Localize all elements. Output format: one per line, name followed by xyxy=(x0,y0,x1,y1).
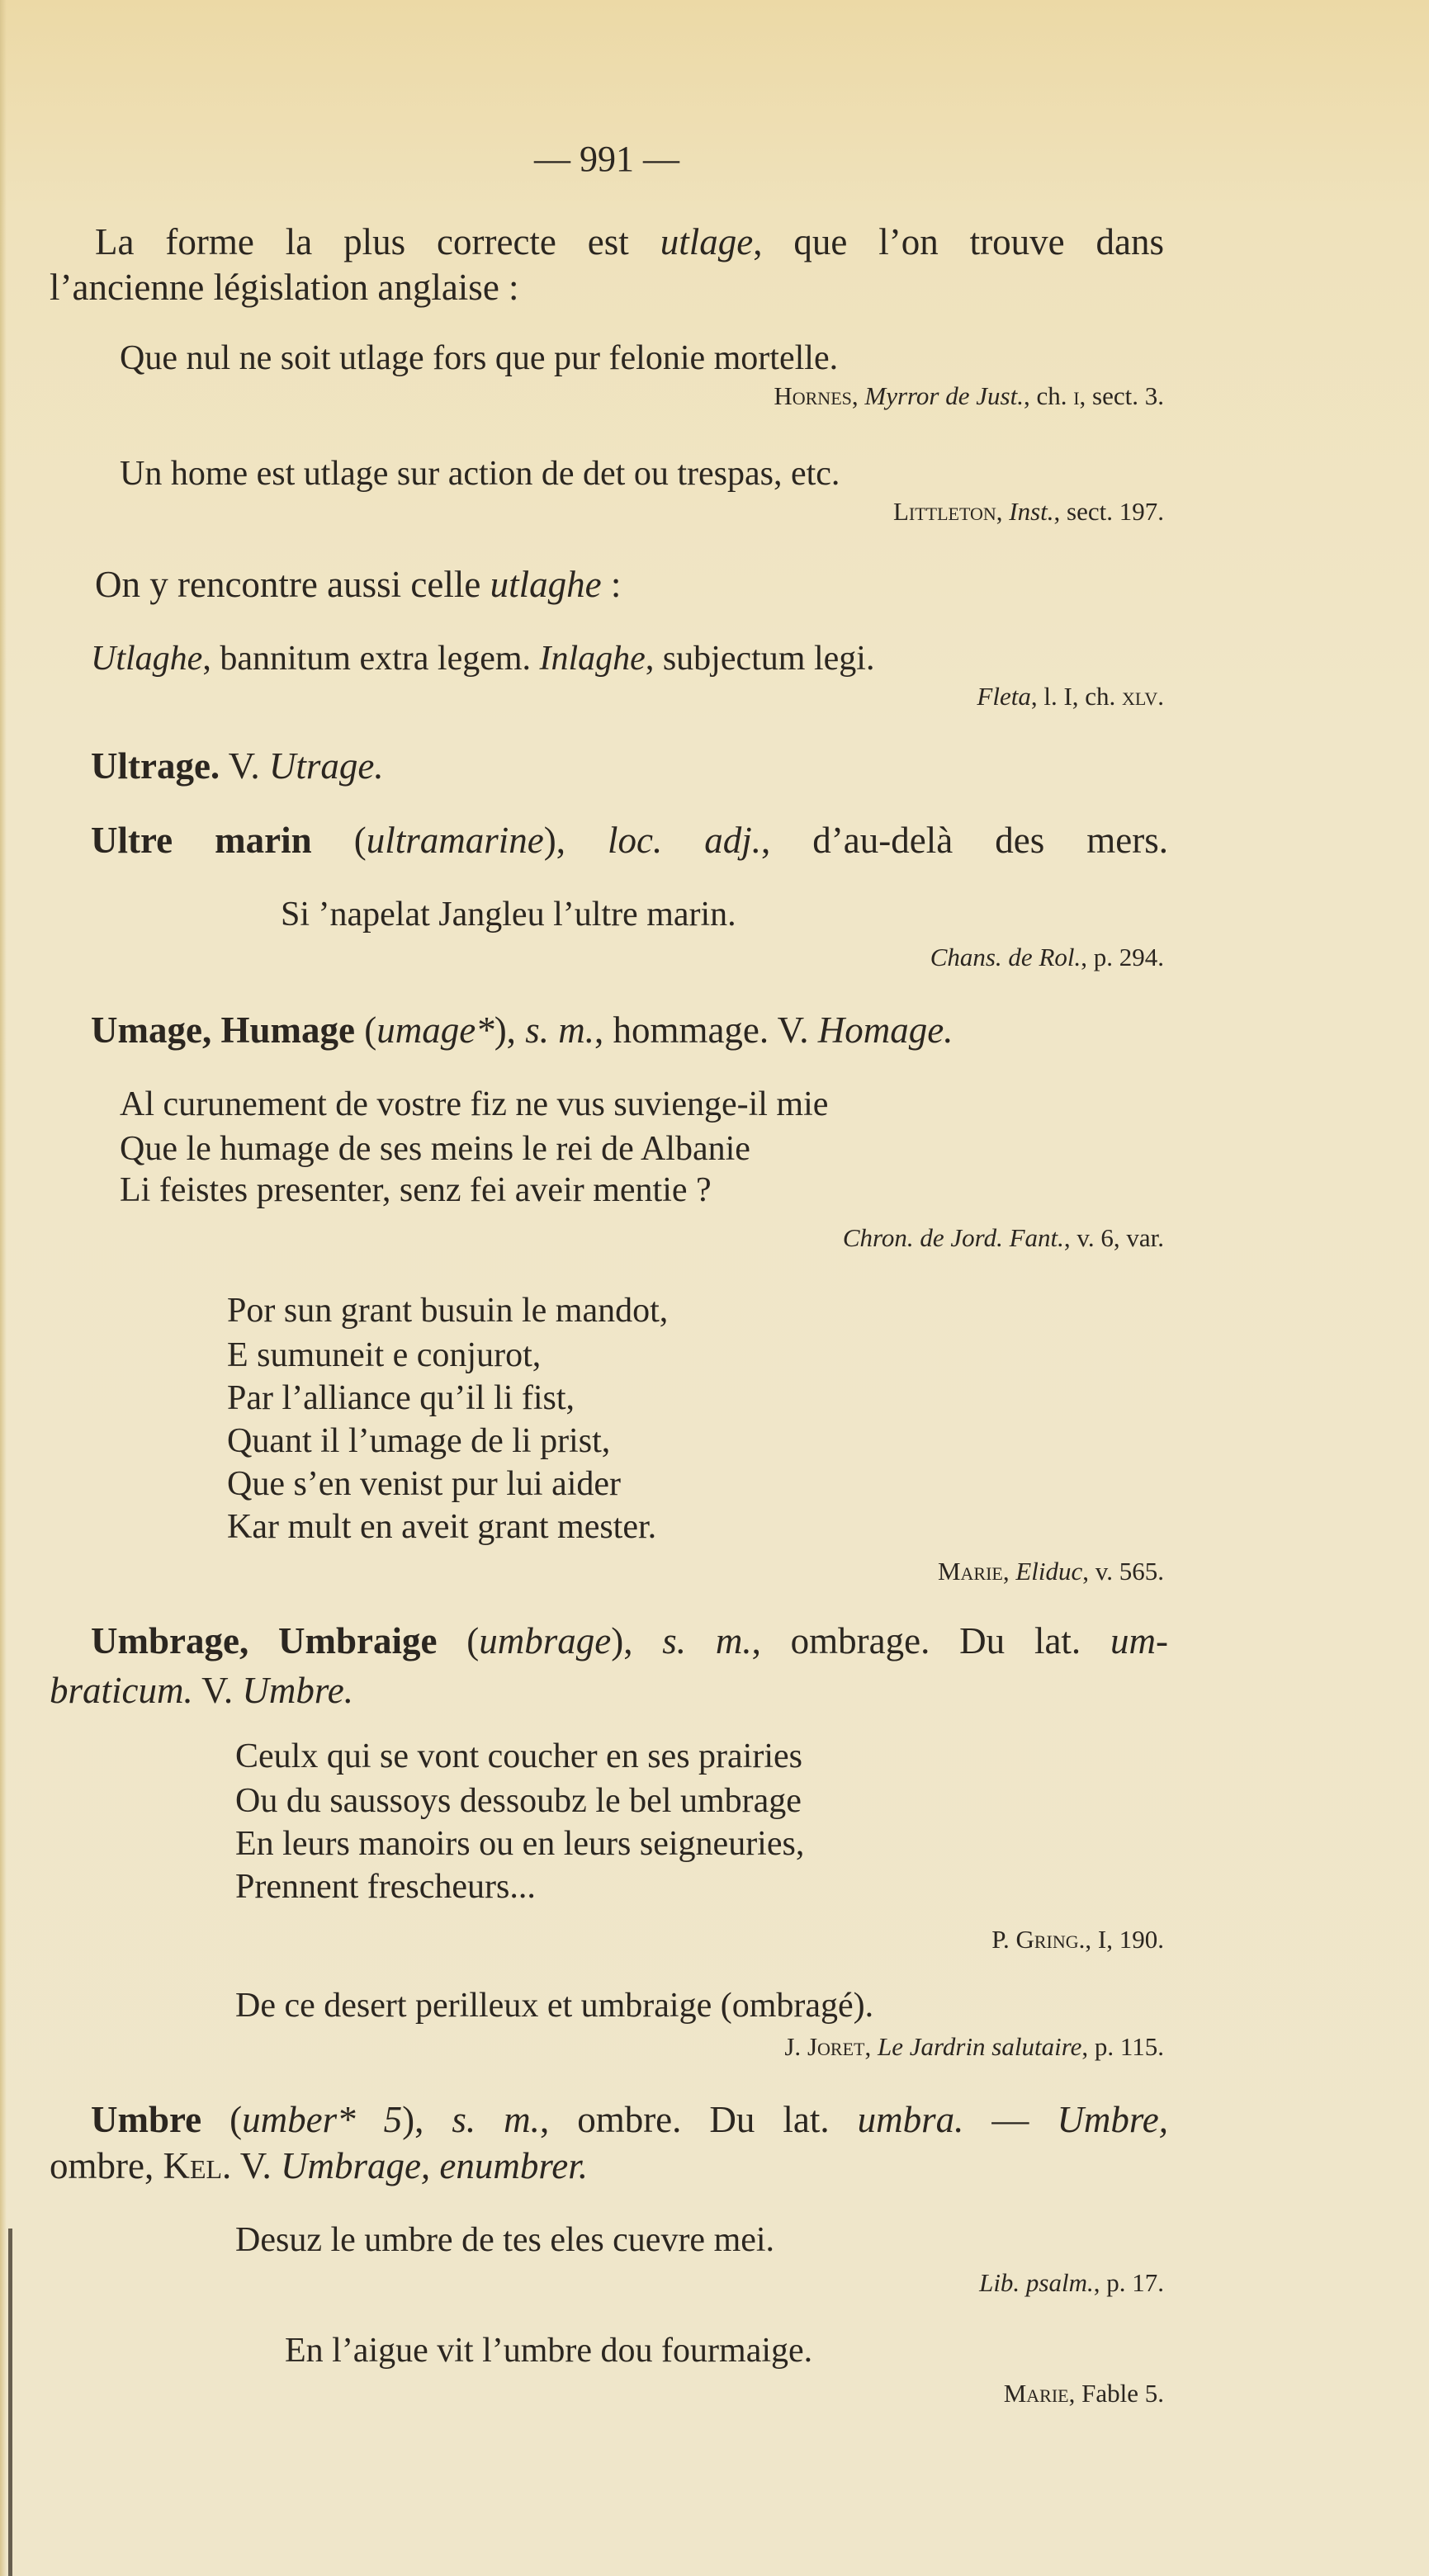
page-number: — 991 — xyxy=(534,139,679,179)
italic-text: loc. adj. xyxy=(607,820,762,861)
citation xyxy=(930,934,1164,981)
verse-line xyxy=(120,1167,712,1213)
italic-text: umbrage xyxy=(479,1620,612,1661)
text: Que le humage de ses meins le rei de Albanie xyxy=(120,1130,750,1168)
text: Por sun grant busuin le mandot, xyxy=(227,1292,669,1330)
small-caps-text: Joret xyxy=(807,2032,865,2061)
text: , ombre. Du lat. xyxy=(539,2099,858,2140)
paragraph-line xyxy=(95,561,621,607)
verse-line xyxy=(235,1821,804,1867)
text: , xyxy=(851,381,865,410)
text: : xyxy=(601,564,622,605)
citation xyxy=(774,373,1164,419)
text: Un home est utlage sur action de det ou trespas, etc. xyxy=(120,455,840,493)
paragraph-line xyxy=(95,219,1164,265)
text: , ombrage. Du lat. xyxy=(751,1620,1110,1661)
text: Que nul ne soit utlage fors que pur felonie mortelle. xyxy=(120,339,839,377)
italic-text: Umbrage, enumbrer. xyxy=(280,2145,588,2186)
text: Kar mult en aveit grant mester. xyxy=(227,1508,657,1546)
citation xyxy=(893,489,1164,535)
quotation xyxy=(235,1983,873,2029)
text: Quant il l’umage de li prist, xyxy=(227,1422,611,1460)
italic-text: utlage xyxy=(660,221,754,262)
text: ), xyxy=(402,2099,452,2140)
italic-text: Utlaghe xyxy=(91,640,203,678)
text: , sect. 3. xyxy=(1079,381,1164,410)
text: Que s’en venist pur lui aider xyxy=(227,1465,622,1503)
italic-text: Umbre. xyxy=(242,1670,353,1711)
text: , v. 565. xyxy=(1082,1557,1164,1586)
quotation xyxy=(285,2328,812,2374)
text: ( xyxy=(437,1620,480,1661)
italic-text: Chans. de Rol. xyxy=(930,943,1081,971)
small-caps-text: Littleton xyxy=(892,497,996,526)
citation xyxy=(784,2024,1164,2070)
text: On y rencontre aussi celle xyxy=(95,564,490,605)
small-caps-text: Marie xyxy=(1003,2379,1069,2408)
text: , p. 294. xyxy=(1081,943,1164,971)
verse-line xyxy=(227,1332,541,1378)
citation xyxy=(1004,2370,1164,2417)
italic-text: Utrage. xyxy=(268,745,384,787)
text: ), xyxy=(543,820,608,861)
italic-text: umbra. xyxy=(857,2099,964,2140)
verse-line xyxy=(120,1081,828,1127)
italic-text: Le Jardrin salutaire xyxy=(877,2032,1082,2061)
italic-text: Umbre, xyxy=(1057,2099,1168,2140)
quotation xyxy=(281,891,736,938)
italic-text: umber* 5 xyxy=(242,2099,403,2140)
text: Si ’napelat Jangleu l’ultre marin. xyxy=(281,896,736,934)
text: Ceulx qui se vont coucher en ses prairies xyxy=(235,1737,802,1775)
page-edge xyxy=(8,2229,12,2576)
text: Par l’alliance qu’il li fist, xyxy=(227,1379,575,1417)
quotation xyxy=(235,2217,774,2263)
citation xyxy=(977,674,1164,720)
italic-text: Myrror de Just. xyxy=(864,381,1024,410)
text: Li feistes presenter, senz fei aveir mentie ? xyxy=(120,1171,712,1209)
italic-text: Chron. de Jord. Fant. xyxy=(842,1223,1064,1252)
italic-text: Lib. psalm. xyxy=(979,2268,1094,2297)
text: V. xyxy=(220,745,269,787)
headword: Ultrage. xyxy=(91,745,220,787)
verse-line xyxy=(235,1733,802,1780)
text: , I, 190. xyxy=(1085,1925,1164,1954)
verse-line xyxy=(235,1778,802,1824)
text: l’ancienne législation anglaise : xyxy=(50,267,519,308)
text: ( xyxy=(201,2099,243,2140)
italic-text: s. m. xyxy=(452,2099,540,2140)
small-caps-text: Hornes xyxy=(774,381,852,410)
quotation xyxy=(120,335,838,381)
text: Prennent frescheurs... xyxy=(235,1868,536,1906)
verse-line xyxy=(227,1288,668,1334)
verse-line xyxy=(227,1461,621,1507)
text: Ou du saussoys dessoubz le bel umbrage xyxy=(235,1782,802,1820)
text: De ce desert perilleux et umbraige (ombragé). xyxy=(235,1987,874,2025)
text: P. xyxy=(991,1925,1016,1954)
italic-text: ultramarine xyxy=(366,820,544,861)
small-caps-text: Marie xyxy=(937,1557,1003,1586)
italic-text: Eliduc xyxy=(1015,1557,1083,1586)
italic-text: Inst. xyxy=(1009,497,1054,526)
entry-headword-line xyxy=(91,2096,1168,2143)
italic-text: Homage. xyxy=(817,1009,953,1051)
italic-text: umage* xyxy=(376,1009,494,1051)
small-caps-text: Gring. xyxy=(1015,1925,1086,1954)
text: , bannitum extra legem. xyxy=(202,640,540,678)
text: V. xyxy=(192,1670,243,1711)
text: ( xyxy=(354,1009,377,1051)
text: ombre, xyxy=(50,2145,163,2186)
italic-text: Fleta xyxy=(977,682,1031,711)
text: ), xyxy=(494,1009,526,1051)
headword: Umbrage, Umbraige xyxy=(91,1620,438,1661)
italic-text: braticum. xyxy=(50,1670,193,1711)
text: ), xyxy=(611,1620,663,1661)
paragraph-line xyxy=(50,264,519,310)
citation xyxy=(938,1548,1164,1595)
verse-line xyxy=(235,1864,536,1910)
text: , p. 115. xyxy=(1081,2032,1164,2061)
italic-text: utlaghe xyxy=(490,564,602,605)
text: , hommage. V. xyxy=(594,1009,818,1051)
text: , sect. 197. xyxy=(1053,497,1164,526)
citation xyxy=(991,1917,1164,1963)
italic-text: um- xyxy=(1110,1620,1168,1661)
small-caps-text: i xyxy=(1073,381,1080,410)
text: , xyxy=(1002,1557,1016,1586)
text: ( xyxy=(311,820,367,861)
entry-headword-line xyxy=(91,817,1168,863)
citation xyxy=(843,1215,1164,1261)
entry-headword-line xyxy=(91,1007,953,1053)
headword: Umage, Humage xyxy=(91,1009,355,1051)
verse-line xyxy=(227,1375,575,1421)
text: Desuz le umbre de tes eles cuevre mei. xyxy=(235,2221,775,2259)
verse-line xyxy=(120,1126,750,1172)
small-caps-text: Kel. xyxy=(163,2145,232,2186)
text: , que l’on trouve dans xyxy=(753,221,1164,262)
italic-text: s. m. xyxy=(525,1009,594,1051)
entry-headword-line xyxy=(50,2143,588,2189)
entry-headword-line xyxy=(50,1667,353,1713)
text: E sumuneit e conjurot, xyxy=(227,1336,542,1374)
citation xyxy=(979,2260,1164,2306)
text: V. xyxy=(231,2145,281,2186)
text: , v. 6, var. xyxy=(1063,1223,1164,1252)
text: En leurs manoirs ou en leurs seigneuries, xyxy=(235,1825,805,1863)
headword: Ultre marin xyxy=(91,820,312,861)
text: , xyxy=(996,497,1010,526)
text: J. xyxy=(784,2032,807,2061)
quotation xyxy=(120,451,840,497)
text: , subjectum legi. xyxy=(645,640,875,678)
text: — xyxy=(963,2099,1058,2140)
text: , d’au-delà des mers. xyxy=(761,820,1168,861)
italic-text: Inlaghe xyxy=(539,640,646,678)
text: . xyxy=(1157,682,1164,711)
verse-line xyxy=(227,1504,656,1550)
verse-line xyxy=(227,1418,610,1464)
text: La forme la plus correcte est xyxy=(95,221,660,262)
text: Al curunement de vostre fiz ne vus suvienge-il mie xyxy=(120,1085,829,1123)
small-caps-text: xlv xyxy=(1122,682,1158,711)
text: , Fable 5. xyxy=(1068,2379,1164,2408)
headword: Umbre xyxy=(91,2099,202,2140)
text: , xyxy=(864,2032,878,2061)
page-shadow xyxy=(0,0,7,2576)
italic-text: s. m. xyxy=(662,1620,752,1661)
text: , l. I, ch. xyxy=(1030,682,1123,711)
entry-headword-line xyxy=(91,1618,1168,1664)
text: , ch. xyxy=(1023,381,1074,410)
entry-headword-line xyxy=(91,743,384,789)
quotation xyxy=(91,636,874,682)
text: En l’aigue vit l’umbre dou fourmaige. xyxy=(285,2332,813,2370)
text: , p. 17. xyxy=(1093,2268,1164,2297)
